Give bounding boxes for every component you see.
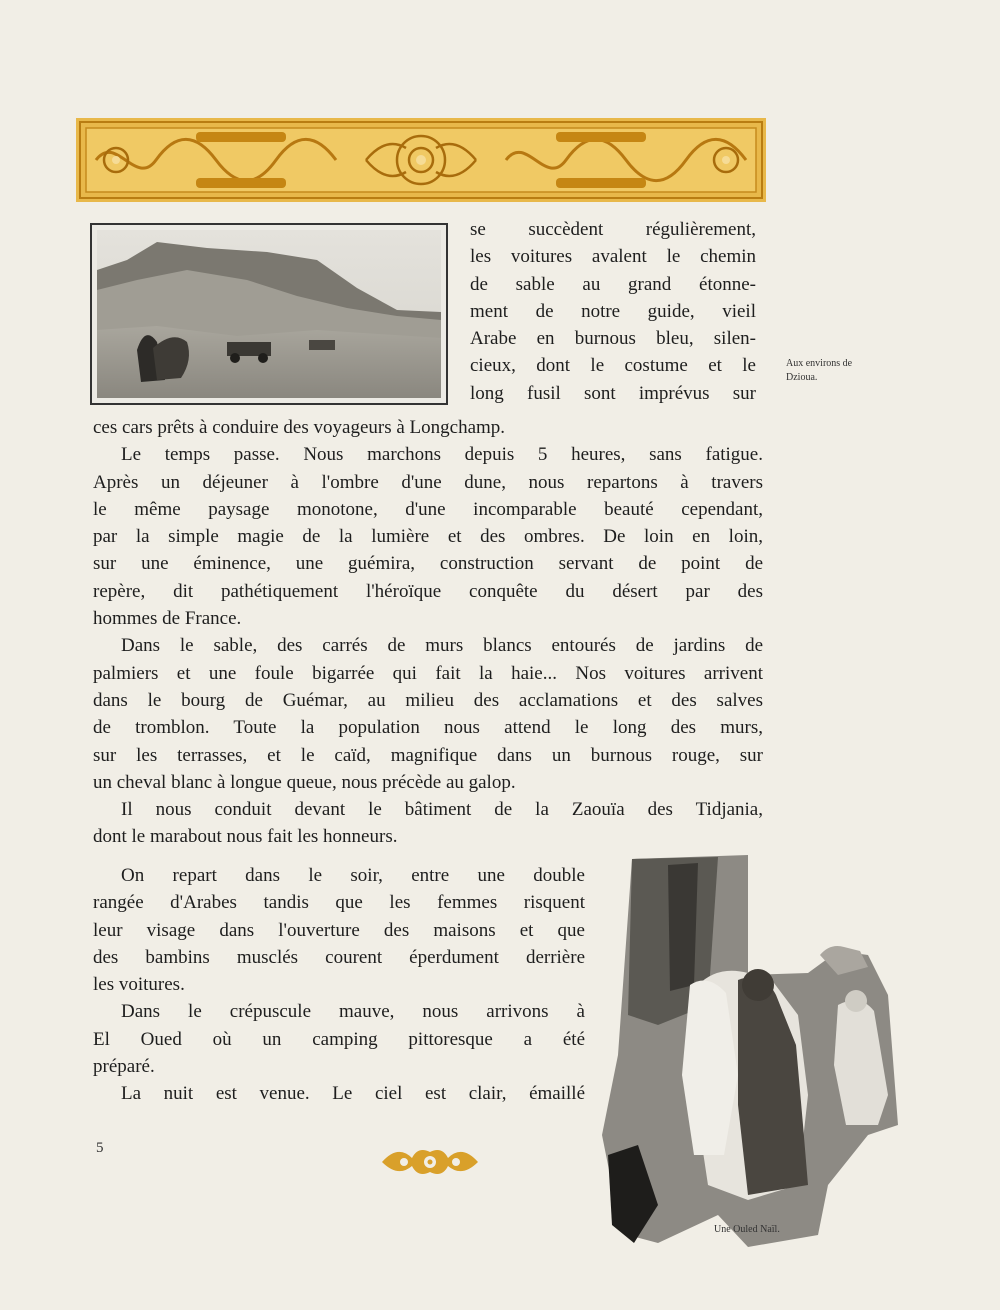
text-line: dont le marabout nous fait les honneurs. [93, 826, 398, 848]
right-column-text [470, 216, 756, 407]
text-line: La nuit est venue. Le ciel est clair, émaillé [121, 1083, 585, 1105]
text-line: hommes de France. [93, 608, 242, 630]
text-line: El Oued où un camping pittoresque a été [93, 1028, 585, 1050]
text-line: long fusil sont imprévus sur [470, 382, 756, 404]
text-line: On repart dans le soir, entre une double [121, 865, 585, 886]
photo-caption-top [786, 357, 896, 385]
text-line: Dans le crépuscule mauve, nous arrivons à [121, 1001, 585, 1023]
text-line: dans le bourg de Guémar, au milieu des acclamations et des salves [93, 689, 763, 711]
text-line: un cheval blanc à longue queue, nous précède au galop. [93, 771, 516, 793]
caption-top-line-1: Aux environs de [786, 358, 853, 369]
desert-dune-photo [90, 223, 448, 405]
photo-caption-bottom: Une Ouled Naïl. [714, 1224, 780, 1235]
text-line: cieux, dont le costume et le [470, 355, 756, 377]
text-line: de tromblon. Toute la population nous attend le long des murs, [93, 717, 763, 739]
text-line: le même paysage monotone, d'une incomparable beauté cependant, [93, 498, 763, 520]
left-column-text [93, 862, 585, 1108]
text-line: sur une éminence, une guémira, construction servant de point de [93, 553, 763, 575]
text-line: leur visage dans l'ouverture des maisons et que [93, 919, 585, 941]
text-line: par la simple magie de la lumière et des ombres. De loin en loin, [93, 526, 763, 548]
arabesque-band-icon [76, 118, 766, 202]
page-number: 5 [96, 1140, 104, 1156]
main-body-text [93, 414, 763, 851]
text-line: rangée d'Arabes tandis que les femmes risquent [93, 892, 585, 914]
text-line: palmiers et une foule bigarrée qui fait la haie... Nos voitures arrivent [93, 662, 763, 684]
text-line: Arabe en burnous bleu, silen- [470, 328, 756, 350]
text-line: sur les terrasses, et le caïd, magnifique dans un burnous rouge, sur [93, 744, 763, 766]
text-line: les voitures. [93, 974, 185, 996]
caption-top-line-2: Dzioua. [786, 372, 818, 383]
text-line: préparé. [93, 1056, 155, 1078]
text-line: Il nous conduit devant le bâtiment de la Zaouïa des Tidjania, [121, 799, 763, 821]
arabesque-tailpiece-icon [378, 1138, 482, 1184]
text-line: Dans le sable, des carrés de murs blancs entourés de jardins de [121, 635, 763, 657]
text-line: repère, dit pathétiquement l'héroïque conquête du désert par des [93, 580, 763, 602]
text-line: ces cars prêts à conduire des voyageurs à Longchamp. [93, 417, 506, 438]
text-line: ment de notre guide, vieil [470, 300, 756, 322]
text-line: se succèdent régulièrement, [470, 219, 756, 240]
text-line: Le temps passe. Nous marchons depuis 5 heures, sans fatigue. [121, 444, 763, 466]
text-line: de sable au grand étonne- [470, 273, 756, 295]
text-line: des bambins musclés courent éperdument derrière [93, 946, 585, 968]
text-line: Après un déjeuner à l'ombre d'une dune, nous repartons à travers [93, 471, 763, 493]
ouled-nail-photo [598, 855, 903, 1250]
text-line: les voitures avalent le chemin [470, 246, 756, 268]
